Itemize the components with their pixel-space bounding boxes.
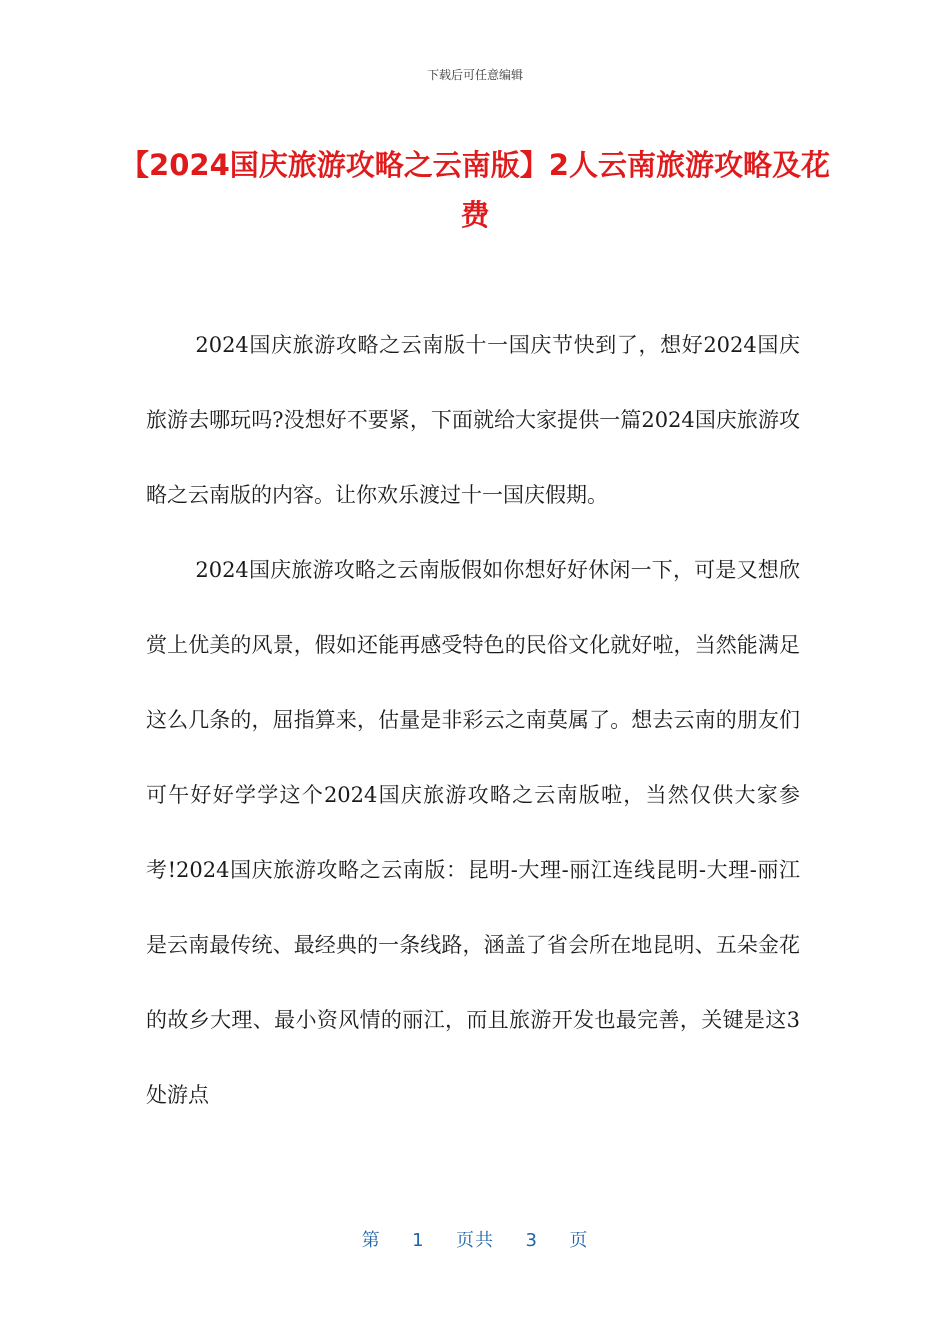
page-label-suffix: 页 <box>569 1230 589 1251</box>
total-pages-number: 3 <box>525 1230 538 1251</box>
document-body <box>146 308 800 1133</box>
body-paragraph-1: 2024国庆旅游攻略之云南版十一国庆节快到了，想好2024国庆旅游去哪玩吗?没想好不要紧，下面就给大家提供一篇2024国庆旅游攻略之云南版的内容。让你欢乐渡过十一国庆假期。 <box>146 333 800 507</box>
page-label-mid: 页共 <box>456 1230 494 1251</box>
page-number-footer <box>0 1226 950 1252</box>
current-page-number: 1 <box>412 1230 425 1251</box>
document-title: 【2024国庆旅游攻略之云南版】2人云南旅游攻略及花费 <box>120 148 830 232</box>
body-paragraph-2: 2024国庆旅游攻略之云南版假如你想好好休闲一下，可是又想欣赏上优美的风景，假如还能再感受特色的民俗文化就好啦，当然能满足这么几条的，屈指算来，估量是非彩云之南莫属了。想去云南的朋友们可午好好学学这个2024国庆旅游攻略之云南版啦，当然仅供大家参考!2024国庆旅游攻略之云南版：昆明-大理-丽江连线昆明-大理-丽江是云南最传统、最经典的一条线路，涵盖了省会所在地昆明、五朵金花的故乡大理、最小资风情的丽江，而且旅游开发也最完善，关键是这3处游点 <box>146 558 800 1107</box>
page-label-prefix: 第 <box>361 1230 381 1251</box>
header-note: 下载后可任意编辑 <box>426 68 523 82</box>
